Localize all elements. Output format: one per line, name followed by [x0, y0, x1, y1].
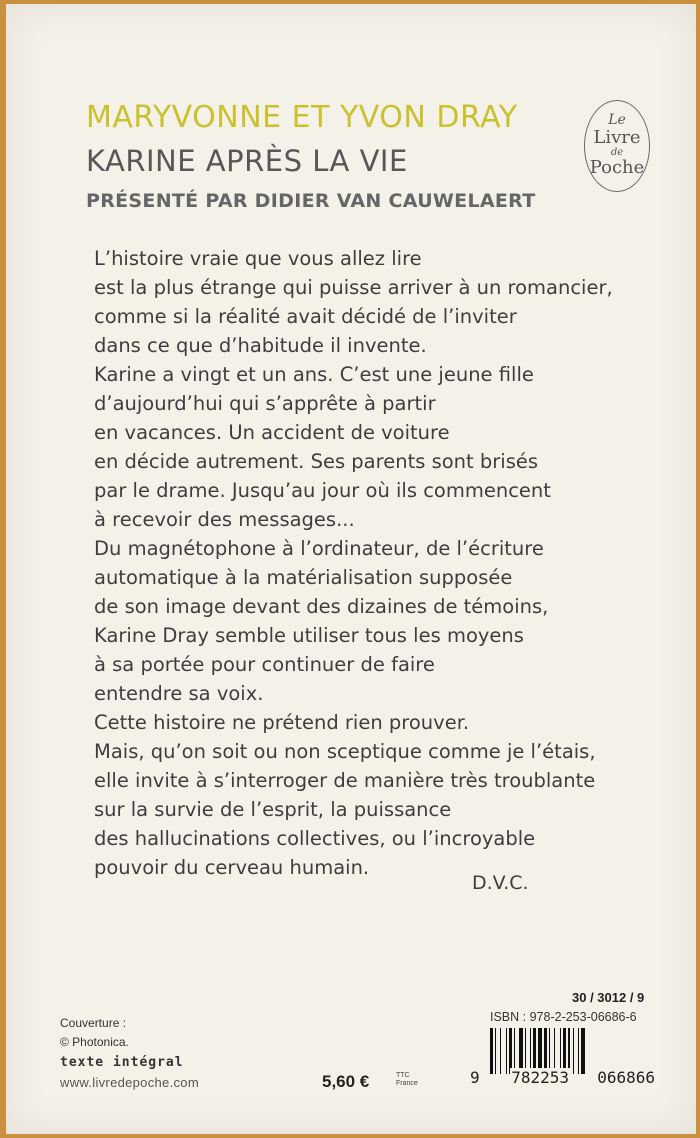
- blurb-line: Karine a vingt et un ans. C’est une jeune fille: [94, 363, 534, 386]
- blurb-line: en vacances. Un accident de voiture: [94, 421, 450, 444]
- logo-line-de: de: [610, 147, 624, 158]
- blurb-line: à recevoir des messages...: [94, 508, 355, 531]
- blurb-line: Mais, qu’on soit ou non sceptique comme je l’étais,: [94, 740, 596, 763]
- blurb-line: Karine Dray semble utiliser tous les moyens: [94, 624, 524, 647]
- barcode-digit-group-2: 066866: [597, 1068, 655, 1087]
- blurb-line: L’histoire vraie que vous allez lire: [94, 247, 422, 270]
- blurb-line: est la plus étrange qui puisse arriver à un romancier,: [94, 276, 613, 299]
- blurb-line: pouvoir du cerveau humain.: [94, 856, 370, 879]
- price-note-france: France: [396, 1080, 418, 1087]
- blurb-line: en décide autrement. Ses parents sont brisés: [94, 450, 539, 473]
- blurb-line: de son image devant des dizaines de témoins,: [94, 595, 549, 618]
- barcode-digit-group-1: 782253: [511, 1068, 569, 1087]
- price: 5,60 €: [322, 1072, 370, 1091]
- book-title: KARINE APRÈS LA VIE: [86, 144, 408, 178]
- authors-heading: MARYVONNE ET YVON DRAY: [86, 100, 518, 135]
- book-back-cover: [6, 4, 696, 1134]
- blurb-line: Du magnétophone à l’ordinateur, de l’écriture: [94, 537, 544, 560]
- price-note-ttc: TTC: [396, 1072, 410, 1079]
- cover-credit-label: Couverture :: [60, 1016, 127, 1030]
- blurb-line: par le drame. Jusqu’au jour où ils commencent: [94, 479, 551, 502]
- integral-text-label: texte intégral: [60, 1055, 184, 1070]
- blurb-line: à sa portée pour continuer de faire: [94, 653, 435, 676]
- barcode-digits: [470, 1068, 656, 1087]
- catalog-code: 30 / 3012 / 9: [572, 990, 645, 1005]
- blurb-line: entendre sa voix.: [94, 682, 264, 705]
- barcode-digit-lead: 9: [470, 1068, 480, 1087]
- blurb-line: Cette histoire ne prétend rien prouver.: [94, 711, 470, 734]
- blurb-line: d’aujourd’hui qui s’apprête à partir: [94, 392, 436, 415]
- blurb-line: automatique à la matérialisation supposée: [94, 566, 513, 589]
- logo-line-le: Le: [608, 112, 626, 128]
- blurb-line: dans ce que d’habitude il invente.: [94, 334, 427, 357]
- blurb-line: elle invite à s’interroger de manière très troublante: [94, 769, 596, 792]
- cover-credit-name: © Photonica.: [60, 1035, 129, 1049]
- livre-de-poche-logo: [584, 100, 650, 192]
- isbn-number: ISBN : 978-2-253-06686-6: [490, 1010, 637, 1024]
- blurb-text: [94, 244, 654, 882]
- signature-initials: D.V.C.: [472, 872, 529, 894]
- publisher-website: www.livredepoche.com: [60, 1075, 199, 1090]
- logo-line-livre: Livre: [593, 127, 641, 148]
- price-note: [396, 1072, 418, 1088]
- presenter-line: PRÉSENTÉ PAR DIDIER VAN CAUWELAERT: [86, 190, 536, 212]
- blurb-line: sur la survie de l’esprit, la puissance: [94, 798, 452, 821]
- blurb-line: des hallucinations collectives, ou l’incroyable: [94, 827, 536, 850]
- logo-line-poche: Poche: [589, 157, 645, 178]
- blurb-line: comme si la réalité avait décidé de l’inviter: [94, 305, 517, 328]
